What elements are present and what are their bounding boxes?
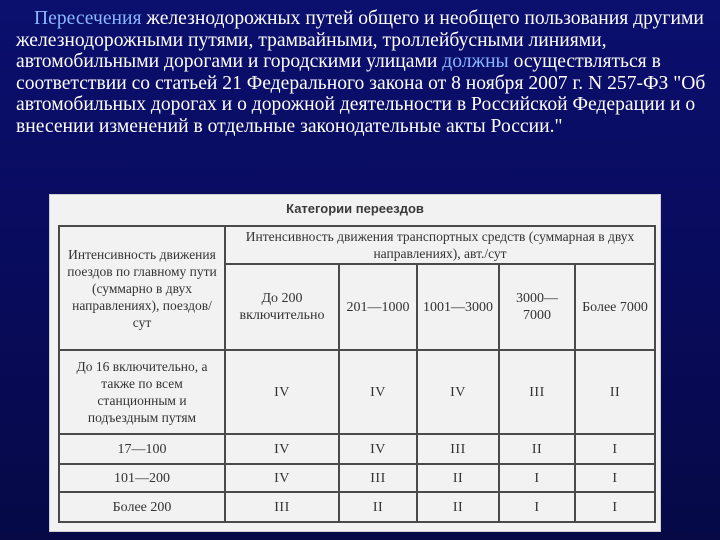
col-header: 3000—7000	[499, 264, 575, 350]
category-cell: IV	[339, 434, 417, 464]
paragraph-segment-1: железнодорожных путей общего и необщего пользования другими железнодорожными путями, трамвайными, троллейбусными линиями, автомобильными дорогами и городскими улицами	[16, 8, 704, 73]
category-cell: II	[499, 434, 575, 464]
category-cell: III	[417, 434, 499, 464]
category-cell: IV	[225, 434, 339, 464]
category-cell: I	[499, 492, 575, 522]
category-cell: IV	[339, 350, 417, 434]
row-label: Более 200	[59, 492, 225, 522]
col-header: До 200 включительно	[225, 264, 339, 350]
body-paragraph	[16, 8, 712, 138]
row-label: 17—100	[59, 434, 225, 464]
col-header: 1001—3000	[417, 264, 499, 350]
row-label: До 16 включительно, а также по всем станционным и подъездным путям	[59, 350, 225, 434]
highlight-word-must: должны	[442, 51, 509, 73]
col-header: 201—1000	[339, 264, 417, 350]
crossing-categories-table-image	[49, 194, 661, 532]
row-header-cell: Интенсивность движения поездов по главному пути (суммарно в двух направлениях), поездов/сут	[59, 226, 225, 350]
category-cell: II	[417, 492, 499, 522]
category-cell: I	[575, 464, 655, 492]
table-header-row	[59, 226, 655, 264]
row-label: 101—200	[59, 464, 225, 492]
category-cell: I	[499, 464, 575, 492]
category-cell: III	[339, 464, 417, 492]
category-cell: I	[575, 434, 655, 464]
category-cell: II	[575, 350, 655, 434]
category-cell: II	[339, 492, 417, 522]
categories-table	[58, 225, 656, 523]
highlight-word-first: Пересечения	[34, 8, 142, 29]
category-cell: III	[225, 492, 339, 522]
category-cell: I	[575, 492, 655, 522]
col-header: Более 7000	[575, 264, 655, 350]
table-row	[59, 464, 655, 492]
table-row	[59, 434, 655, 464]
paragraph-segment-2: осуществляться в соответствии со статьей 21 Федерального закона от 8 ноября 2007 г. N 257-ФЗ "Об автомобильных дорогах и о дорожной деятельности в Российской Федерации и о внесении изменений в отдельные законодательные акты России."	[16, 51, 706, 137]
category-cell: III	[499, 350, 575, 434]
category-cell: IV	[225, 464, 339, 492]
category-cell: IV	[417, 350, 499, 434]
col-group-header-cell: Интенсивность движения транспортных средств (суммарная в двух направлениях), авт./сут	[225, 226, 655, 264]
category-cell: IV	[225, 350, 339, 434]
table-row	[59, 350, 655, 434]
table-row	[59, 492, 655, 522]
category-cell: II	[417, 464, 499, 492]
table-title: Категории переездов	[286, 201, 424, 216]
